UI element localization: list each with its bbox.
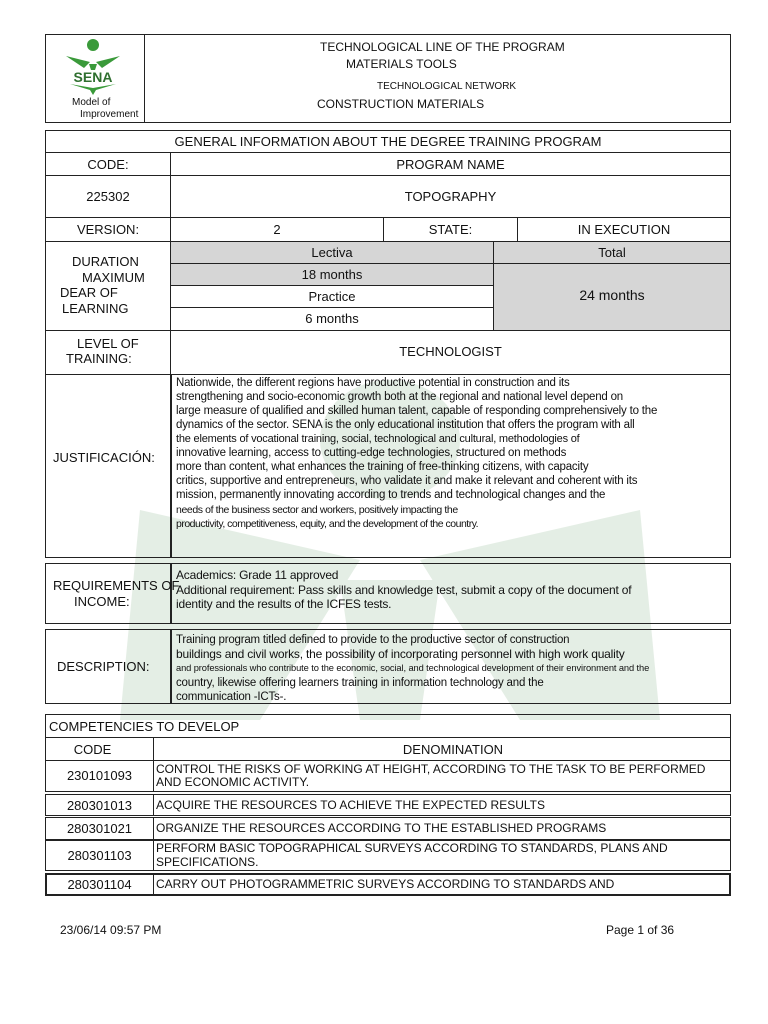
competency-text: PERFORM BASIC TOPOGRAPHICAL SURVEYS ACCORDING TO STANDARDS, PLANS AND <box>156 841 668 855</box>
competency-code: 280301013 <box>66 798 133 813</box>
justification-line: mission, permanently innovating according to trends and technological changes and the <box>176 489 606 501</box>
requirements-label-2: INCOME: <box>74 594 130 609</box>
practice-label: Practice <box>308 289 356 304</box>
competency-text: CONTROL THE RISKS OF WORKING AT HEIGHT, ACCORDING TO THE TASK TO BE PERFORMED <box>156 762 706 776</box>
lectiva-label: Lectiva <box>311 245 353 260</box>
header-line-1: TECHNOLOGICAL LINE OF THE PROGRAM <box>320 40 565 54</box>
competency-text: CARRY OUT PHOTOGRAMMETRIC SURVEYS ACCORDING TO STANDARDS AND <box>156 877 615 891</box>
justification-line: dynamics of the sector. SENA is the only educational institution that offers the program with all <box>176 419 635 431</box>
justification-line: critics, supportive and entrepreneurs, who validate it and make it relevant and coherent with its <box>176 475 638 487</box>
version-value: 2 <box>273 222 281 237</box>
requirements-line: Additional requirement: Pass skills and knowledge test, submit a copy of the document of <box>176 583 632 597</box>
description-line: communication -ICTs-. <box>176 691 287 703</box>
competency-text: AND ECONOMIC ACTIVITY. <box>156 775 310 789</box>
description-line: buildings and civil works, the possibility of incorporating personnel with high work quality <box>176 647 625 661</box>
description-line: and professionals who contribute to the economic, social, and technological development of their environment and the <box>176 663 650 673</box>
competencies-title: COMPETENCIES TO DEVELOP <box>49 719 240 734</box>
practice-value: 6 months <box>305 311 359 326</box>
header-line-3: TECHNOLOGICAL NETWORK <box>377 81 517 92</box>
duration-label-4: LEARNING <box>62 301 129 316</box>
requirements-line: Academics: Grade 11 approved <box>176 568 339 582</box>
code-header: CODE <box>73 742 112 757</box>
state-value: IN EXECUTION <box>577 222 671 237</box>
competency-code: 280301104 <box>67 877 132 892</box>
justification-line: large measure of qualified and skilled human talent, capable of responding comprehensively to the <box>176 405 658 417</box>
competency-code: 280301103 <box>67 848 132 863</box>
improvement-label: Improvement <box>80 109 139 120</box>
total-value: 24 months <box>579 287 645 303</box>
denomination-header: DENOMINATION <box>402 742 504 757</box>
program-name-value: TOPOGRAPHY <box>404 189 497 204</box>
description-line: Training program titled defined to provide to the productive sector of construction <box>176 634 570 646</box>
requirements-label-1: REQUIREMENTS OF <box>53 578 180 593</box>
level-label-2: TRAINING: <box>66 351 132 366</box>
description-line: country, likewise offering learners training in information technology and the <box>176 677 544 689</box>
code-label: CODE: <box>87 157 129 172</box>
logo-text: SENA <box>73 69 113 85</box>
program-name-label: PROGRAM NAME <box>396 157 505 172</box>
justification-line: Nationwide, the different regions have productive potential in construction and its <box>176 377 570 389</box>
justification-line: the elements of vocational training, social, technological and cultural, methodologies of <box>176 433 580 445</box>
header-line-4: CONSTRUCTION MATERIALS <box>317 97 485 111</box>
version-label: VERSION: <box>76 222 140 237</box>
duration-label-2: MAXIMUM <box>82 270 145 285</box>
justification-line: productivity, competitiveness, equity, and the development of the country. <box>176 518 479 530</box>
requirements-line: identity and the results of the ICFES tests. <box>176 597 392 611</box>
footer-page-number: Page 1 of 36 <box>606 923 675 937</box>
justification-line: innovative learning, access to cutting-edge technologies, structured on methods <box>176 447 567 459</box>
total-label: Total <box>598 245 626 260</box>
justification-line: more than content, what enhances the training of free-thinking citizens, with capacity <box>176 461 589 473</box>
competency-text: SPECIFICATIONS. <box>156 855 259 869</box>
sena-logo <box>62 38 124 96</box>
competency-code: 230101093 <box>66 768 133 783</box>
state-label: STATE: <box>428 222 473 237</box>
model-label: Model of <box>72 97 111 108</box>
justification-label: JUSTIFICACIÓN: <box>53 450 155 465</box>
description-label: DESCRIPTION: <box>57 659 150 674</box>
justification-line: strengthening and socio-economic growth both at the regional and national level depend on <box>176 391 623 403</box>
level-value: TECHNOLOGIST <box>399 344 502 359</box>
duration-label-3: DEAR OF <box>60 285 118 300</box>
competency-code: 280301021 <box>66 821 133 836</box>
header-divider <box>144 34 145 123</box>
competency-text: ACQUIRE THE RESOURCES TO ACHIEVE THE EXPECTED RESULTS <box>156 798 545 812</box>
footer-timestamp: 23/06/14 09:57 PM <box>60 923 162 937</box>
general-title: GENERAL INFORMATION ABOUT THE DEGREE TRAINING PROGRAM <box>174 134 602 149</box>
code-value: 225302 <box>86 189 130 204</box>
duration-label-1: DURATION <box>72 254 139 269</box>
justification-line: needs of the business sector and workers, positively impacting the <box>176 504 458 516</box>
competency-text: ORGANIZE THE RESOURCES ACCORDING TO THE ESTABLISHED PROGRAMS <box>156 821 607 835</box>
lectiva-value: 18 months <box>301 267 363 282</box>
header-line-2: MATERIALS TOOLS <box>346 57 457 71</box>
justification-label-cell <box>45 374 171 558</box>
level-label-1: LEVEL OF <box>77 336 139 351</box>
